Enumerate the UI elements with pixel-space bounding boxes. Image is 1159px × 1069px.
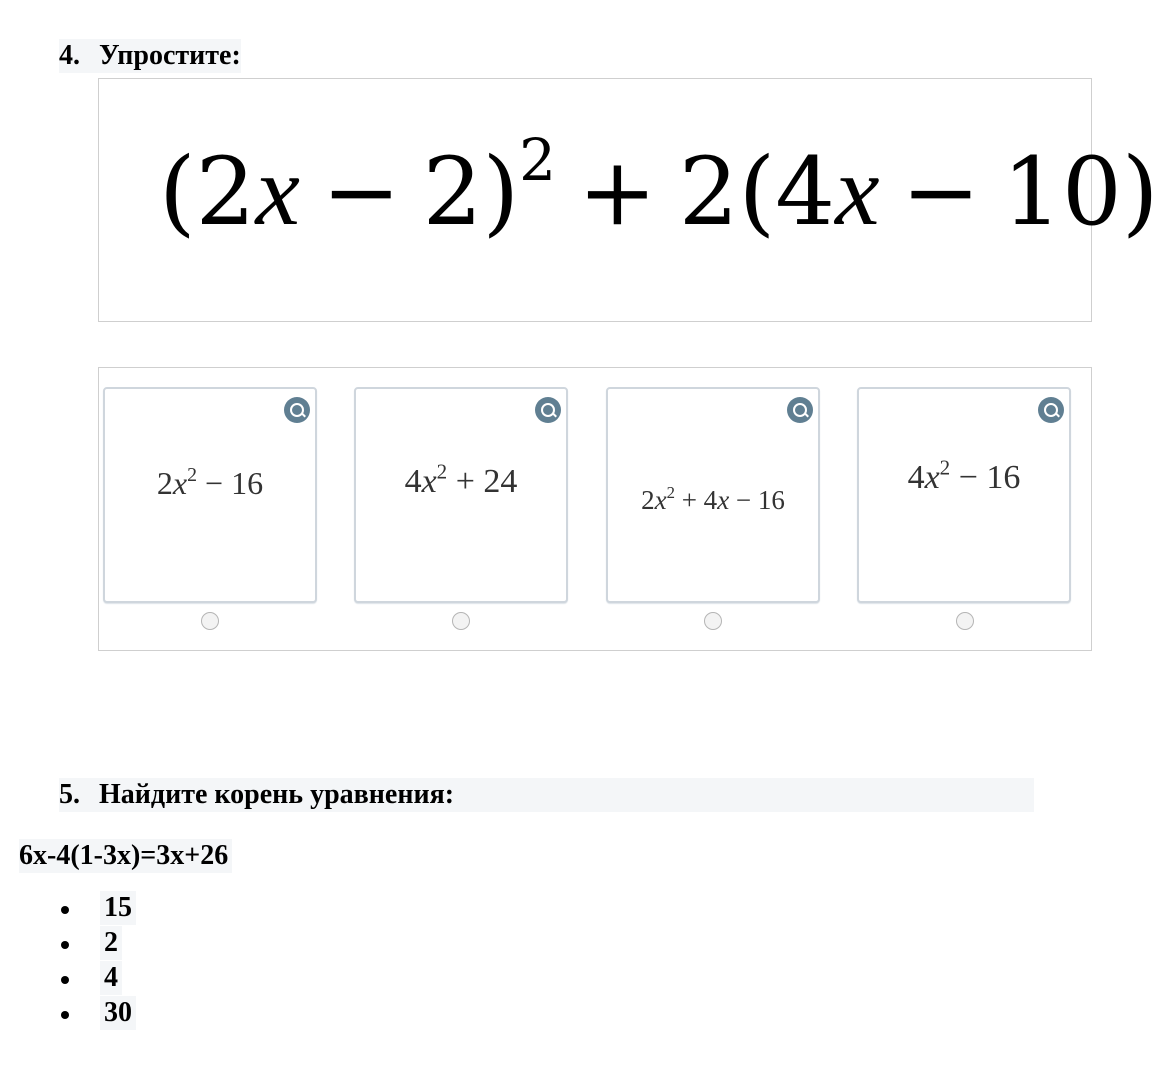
bullet-icon (61, 941, 69, 949)
answer-value: 15 (100, 891, 136, 925)
option-2-radio[interactable] (452, 612, 470, 630)
option-1-math: $2x^2 - 16$ (156, 464, 264, 501)
zoom-icon[interactable] (787, 397, 813, 423)
option-card-4[interactable] (857, 387, 1071, 603)
equation-text: 6x-4(1-3x)=3x+26 (19, 839, 232, 873)
question-text: Найдите корень уравнения: (99, 779, 455, 810)
expression-image (98, 78, 1159, 322)
option-card-2[interactable] (354, 387, 568, 603)
math-expression: $(2x - 2)^2 + 2(4x - 10)$ (159, 126, 1159, 247)
zoom-icon[interactable] (284, 397, 310, 423)
question-5-title (59, 778, 1034, 812)
bullet-icon (61, 1011, 69, 1019)
option-card-1[interactable] (103, 387, 317, 603)
option-4-radio[interactable] (956, 612, 974, 630)
option-3-radio[interactable] (704, 612, 722, 630)
option-2-math: $4x^2 + 24$ (404, 459, 518, 500)
question-text: Упростите: (99, 40, 241, 71)
zoom-icon[interactable] (535, 397, 561, 423)
bullet-icon (61, 906, 69, 914)
question-number: 4. (59, 40, 80, 71)
bullet-icon (61, 976, 69, 984)
zoom-icon[interactable] (1038, 397, 1064, 423)
answer-value: 2 (100, 926, 122, 960)
question-number: 5. (59, 779, 80, 810)
option-4-math: $4x^2 - 16$ (907, 455, 1021, 496)
question-4-title (59, 39, 241, 73)
option-3-math: $2x^2 + 4x - 16$ (641, 483, 785, 515)
option-1-radio[interactable] (201, 612, 219, 630)
option-card-3[interactable] (606, 387, 820, 603)
answer-value: 30 (100, 996, 136, 1030)
answer-options (98, 367, 1092, 651)
answer-value: 4 (100, 961, 122, 995)
